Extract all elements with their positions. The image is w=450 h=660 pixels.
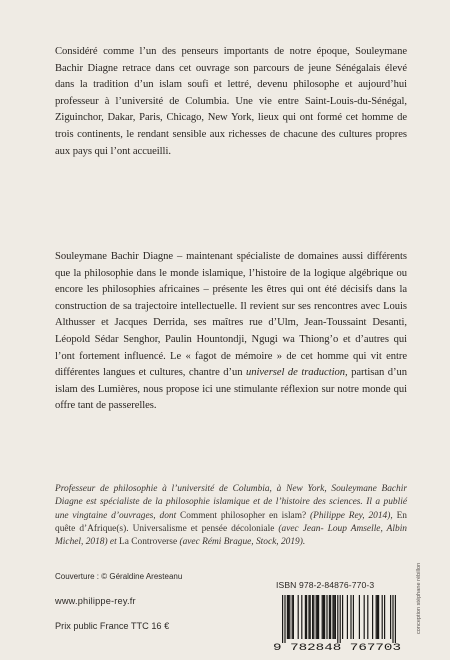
barcode-bar (330, 595, 331, 639)
barcode-digits: 9 782848 767703 (273, 642, 401, 653)
barcode-bar (372, 595, 373, 639)
barcode (272, 593, 404, 653)
summary-paragraph-1: Considéré comme l’un des penseurs importants de notre époque, Souleymane Bachir Diagne retrace dans cet ouvrage son parcours de jeune Sénégalais élevé dans la tradition d’un islam soufi et lettré, devenu philosophe et aujourd’hui professeur à l’université de Columbia. Une vie entre Saint-Louis-du-Sénégal, Ziguinchor, Dakar, Paris, Chicago, New York, lieux qui ont formé cet homme de trois continents, le rendant sensible aux richesses de chacune des cultures propres aux pays qui l’ont accueilli. (55, 46, 407, 157)
barcode-bar (287, 595, 288, 639)
barcode-bar (392, 595, 393, 643)
barcode-bar (382, 595, 383, 639)
barcode-bar (308, 595, 309, 639)
paragraph-2-text-after: partisan d’un islam des Lumières, nous propose ici une stimulante réflexion sur notre monde qui offre tant de passerelles. (55, 367, 407, 412)
author-bio (55, 483, 407, 549)
barcode-bar (377, 595, 378, 639)
barcode-bar (310, 595, 311, 639)
bio-text-3: (avec Jean- Loup Amselle, Albin Michel, 2018) et (55, 523, 407, 548)
bio-text-1: Professeur de philosophie à l’université de Columbia, à New York, Souleymane Bachir Diagne est spécialiste de la philosophie islamique et de l’histoire des sciences. Il a publié une vingtaine d’ouvrages, dont (55, 484, 407, 521)
paragraph-2-text-before: Souleymane Bachir Diagne – maintenant spécialiste de domaines aussi différents que la philosophie dans le monde islamique, l’histoire de la logique algébrique ou encore les philosophies africaines – présente les êtres qui ont été décisifs dans la construction de sa trajectoire intellectuelle. Il revient sur ses rencontres avec Louis Althusser et Jacques Derrida, ses maîtres rue d’Ulm, Jean-Toussaint Desanti, Léopold Sédar Senghor, Paulin Hountondji, Ngugi wa Thiong’o et d’autres qui l’ont fortement influencé. Le « fagot de mémoire » de cet homme qui vit entre différentes langues et cultures, chantre d’un (55, 251, 407, 379)
barcode-bar (323, 595, 324, 639)
bio-book-title-2: En quête d’Afrique(s). Universalisme et pensée décoloniale (55, 510, 407, 534)
design-credit: conception stéphane rébillon (416, 562, 422, 634)
barcode-bar (367, 595, 368, 639)
isbn-label: ISBN 978-2-84876-770-3 (276, 580, 375, 590)
barcode-bar (318, 595, 319, 639)
barcode-bar (334, 595, 335, 639)
barcode-bar (289, 595, 290, 639)
barcode-bar (306, 595, 307, 639)
barcode-bar (322, 595, 323, 639)
barcode-bar (337, 595, 338, 643)
barcode-bar (329, 595, 330, 639)
barcode-bar (316, 595, 317, 639)
barcode-bar (293, 595, 294, 639)
barcode-bar (364, 595, 365, 639)
barcode-bar (282, 595, 283, 643)
barcode-bar (292, 595, 293, 639)
barcode-bar (342, 595, 343, 639)
barcode-bar (326, 595, 327, 639)
barcode-bar (313, 595, 314, 639)
barcode-bar (335, 595, 336, 639)
price-label: Prix public France TTC 16 € (55, 621, 170, 631)
barcode-bar (298, 595, 299, 639)
barcode-bar (395, 595, 396, 643)
barcode-bar (324, 595, 325, 639)
bio-text-4: (avec Rémi Brague, Stock, 2019). (177, 537, 306, 548)
barcode-bar (340, 595, 341, 643)
paragraph-2-italic: universel de traduction, (246, 367, 348, 379)
barcode-bar (350, 595, 351, 639)
barcode-bar (312, 595, 313, 639)
barcode-bar (378, 595, 379, 639)
barcode-bar (376, 595, 377, 639)
barcode-bar (347, 595, 348, 639)
barcode-bar (284, 595, 285, 643)
barcode-bar (305, 595, 306, 639)
publisher-website: www.philippe-rey.fr (55, 596, 136, 606)
barcode-bar (390, 595, 391, 639)
bio-text-2: (Philippe Rey, 2014), (306, 510, 397, 521)
barcode-bar (359, 595, 360, 639)
barcode-bar (301, 595, 302, 639)
barcode-bar (332, 595, 333, 639)
cover-credit: Couverture : © Géraldine Aresteanu (55, 572, 183, 581)
barcode-bar (288, 595, 289, 639)
barcode-bar (353, 595, 354, 639)
barcode-bar (317, 595, 318, 639)
bio-book-title-3: La Controverse (119, 537, 178, 548)
summary-paragraph-2 (55, 249, 407, 415)
barcode-bar (384, 595, 385, 639)
bio-book-title-1: Comment philosopher en islam? (180, 510, 307, 521)
